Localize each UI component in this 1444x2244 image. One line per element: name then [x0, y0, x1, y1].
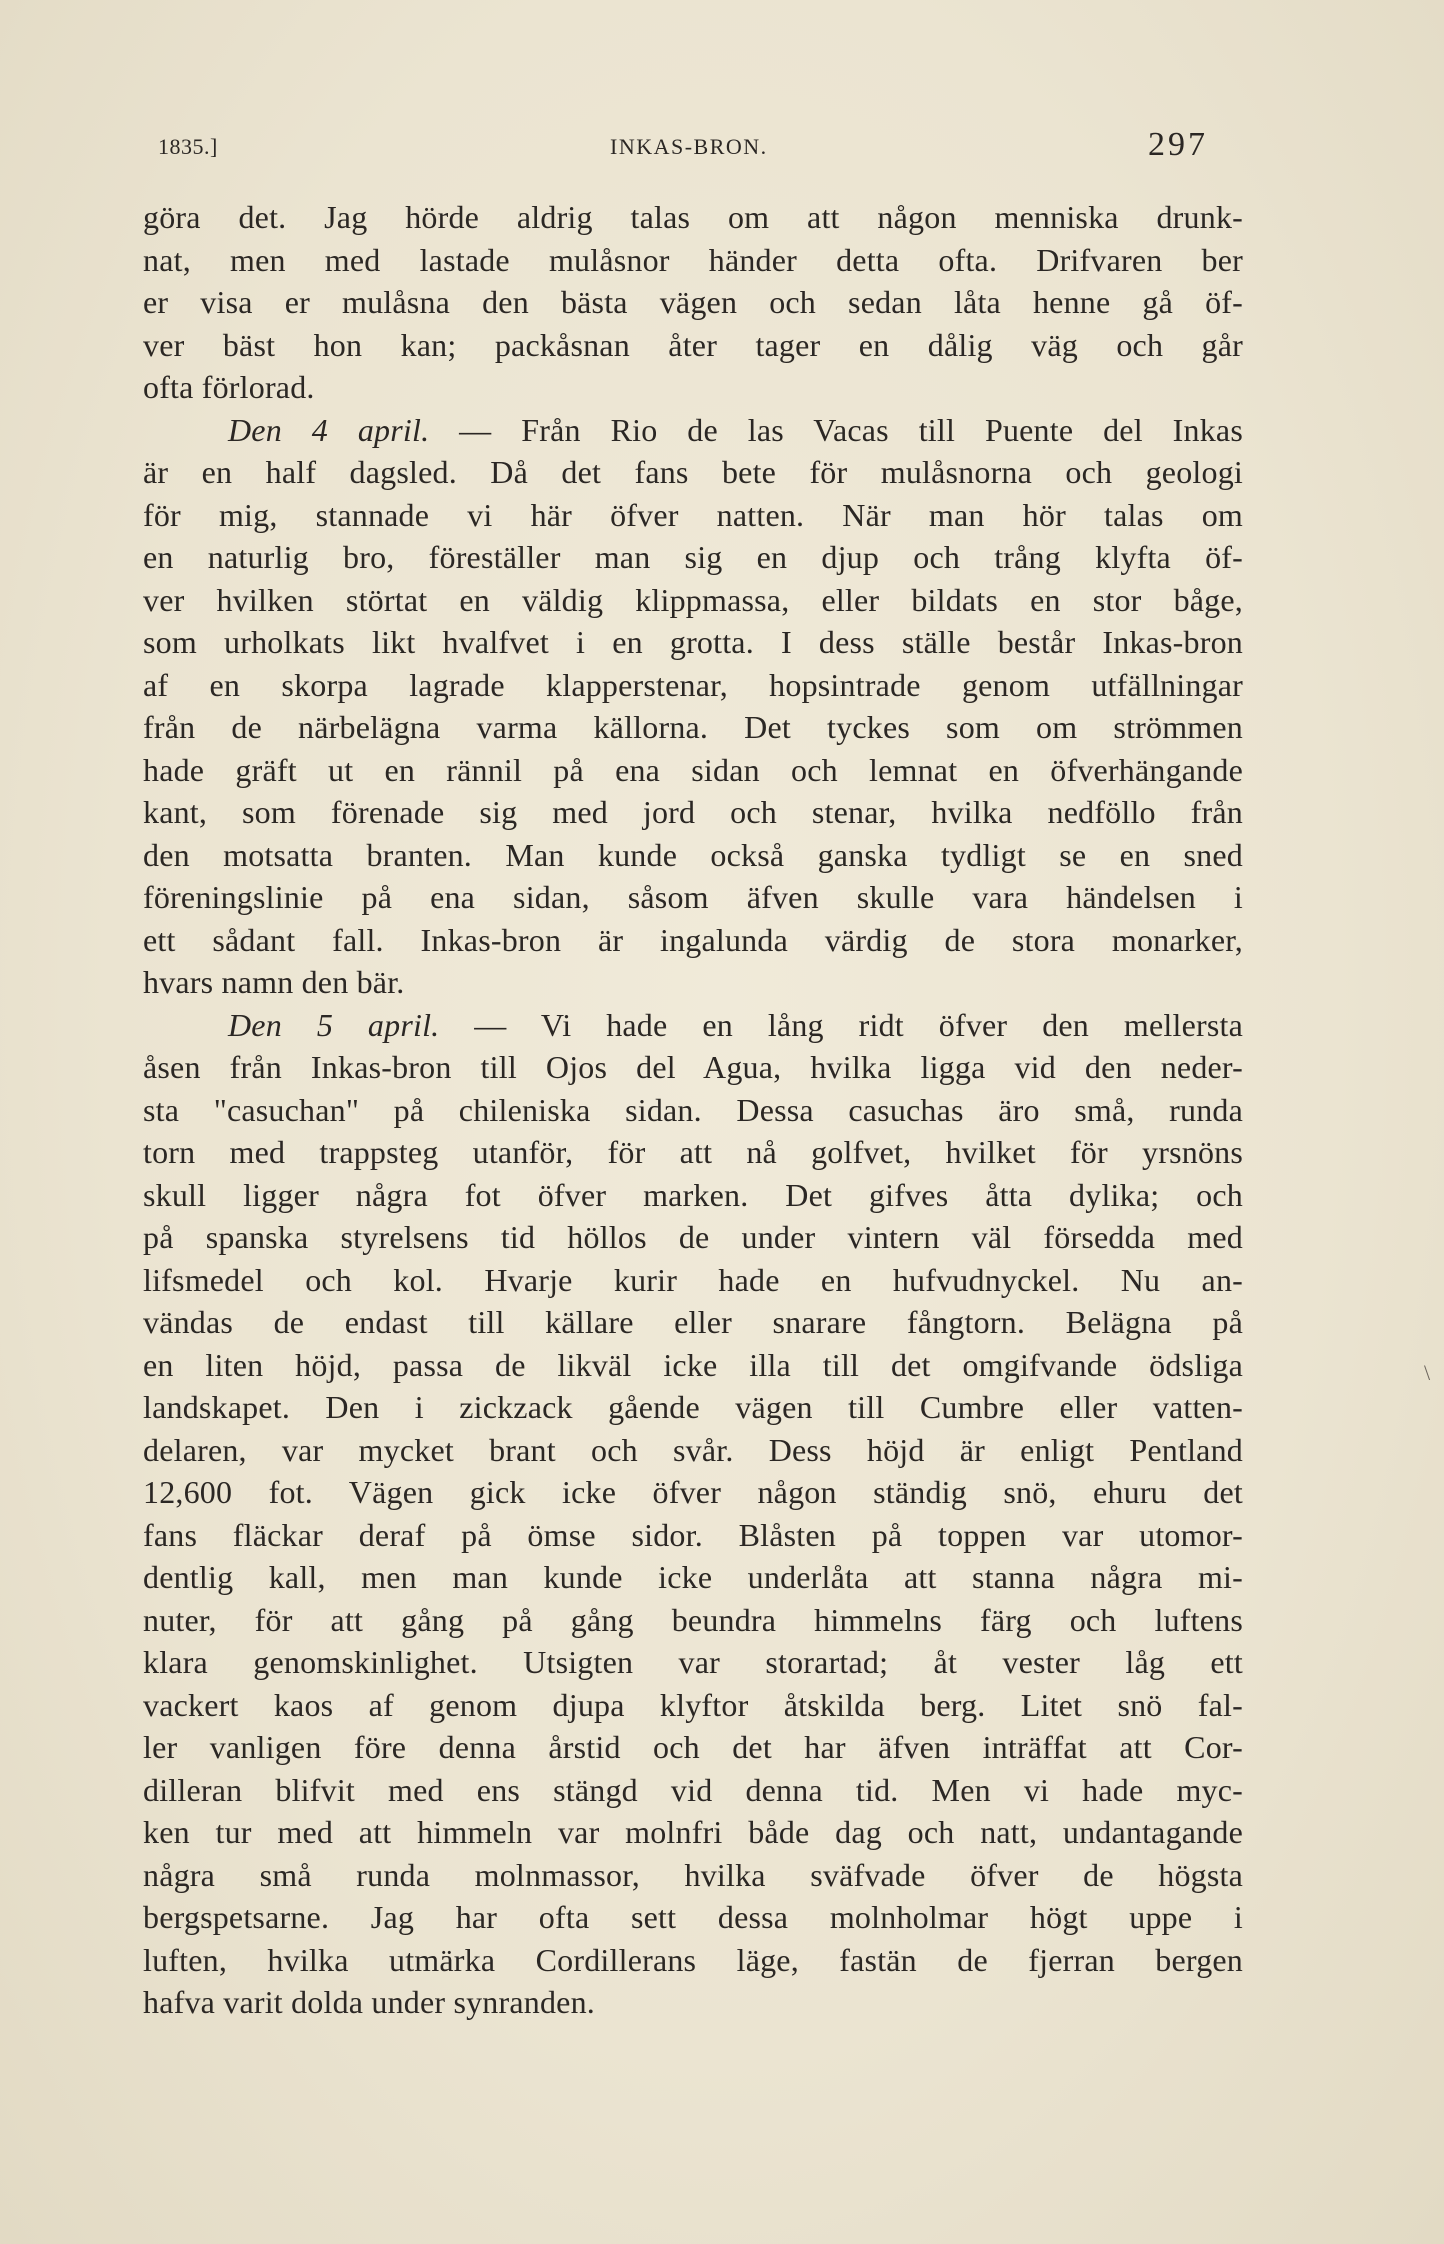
text-line: [143, 239, 1243, 282]
line-text: landskapet. Den i zickzack gående vägen till Cumbre eller vatten-: [143, 1389, 1243, 1425]
text-line: [143, 791, 1243, 834]
text-line: [143, 1641, 1243, 1684]
text-line: [143, 749, 1243, 792]
line-text: hade gräft ut en rännil på ena sidan och lemnat en öfverhängande: [143, 751, 1243, 788]
text-line: [143, 664, 1243, 707]
line-text: delaren, var mycket brant och svår. Dess höjd är enligt Pentland: [143, 1431, 1243, 1468]
line-text: som urholkats likt hvalfvet i en grotta. I dess ställe består Inkas-bron: [143, 624, 1243, 660]
line-text: luften, hvilka utmärka Cordillerans läge, fastän de fjerran bergen: [143, 1941, 1243, 1978]
text-line: [143, 409, 1243, 452]
text-line: [143, 834, 1243, 877]
line-text: fans fläckar deraf på ömse sidor. Blåsten på toppen var utomor-: [143, 1516, 1243, 1553]
line-text: nuter, för att gång på gång beundra himmelns färg och luftens: [143, 1601, 1243, 1638]
running-header: [158, 126, 1208, 170]
line-text: hafva varit dolda under synranden.: [143, 1984, 595, 2020]
line-text: ver hvilken störtat en väldig klippmassa, eller bildats en stor båge,: [143, 581, 1243, 618]
text-line: [143, 1131, 1243, 1174]
line-text: vändas de endast till källare eller snarare fångtorn. Belägna på: [143, 1304, 1243, 1340]
line-text: en liten höjd, passa de likväl icke illa till det omgifvande ödsliga: [143, 1346, 1243, 1383]
text-line: [143, 1769, 1243, 1812]
text-line: [143, 1216, 1243, 1259]
text-line: [143, 1089, 1243, 1132]
text-line: [143, 1514, 1243, 1557]
line-text: den motsatta branten. Man kunde också ganska tydligt se en sned: [143, 836, 1243, 873]
line-text: ver bäst hon kan; packåsnan åter tager en dålig väg och går: [143, 326, 1243, 363]
date-heading: Den 5 april.: [228, 1006, 440, 1043]
text-line: [143, 621, 1243, 664]
text-line: [143, 1429, 1243, 1472]
text-line: [143, 324, 1243, 367]
text-line: [143, 579, 1243, 622]
line-text: åsen från Inkas-bron till Ojos del Agua, hvilka ligga vid den neder-: [143, 1049, 1243, 1085]
line-text: nat, men med lastade mulåsnor händer detta ofta. Drifvaren ber: [143, 241, 1243, 278]
margin-mark: \: [1424, 1360, 1431, 1385]
text-line: [143, 536, 1243, 579]
text-line: [143, 1726, 1243, 1769]
line-text: sta "casuchan" på chileniska sidan. Dessa casuchas äro små, runda: [143, 1091, 1243, 1128]
line-text: lifsmedel och kol. Hvarje kurir hade en hufvudnyckel. Nu an-: [143, 1261, 1243, 1298]
line-text: — Vi hade en lång ridt öfver den mellersta: [439, 1006, 1243, 1043]
line-text: dilleran blifvit med ens stängd vid denna tid. Men vi hade myc-: [143, 1771, 1243, 1808]
line-text: klara genomskinlighet. Utsigten var storartad; åt vester låg ett: [143, 1644, 1243, 1680]
line-text: föreningslinie på ena sidan, såsom äfven skulle vara händelsen i: [143, 879, 1243, 915]
text-line: [143, 196, 1243, 239]
text-line: [143, 1556, 1243, 1599]
text-line: [143, 1344, 1243, 1387]
date-heading: Den 4 april.: [228, 411, 430, 448]
line-text: er visa er mulåsna den bästa vägen och sedan låta henne gå öf-: [143, 284, 1243, 320]
text-line: [143, 1684, 1243, 1727]
line-text: dentlig kall, men man kunde icke underlåta att stanna några mi-: [143, 1559, 1243, 1595]
text-line: [143, 281, 1243, 324]
line-text: bergspetsarne. Jag har ofta sett dessa molnholmar högt uppe i: [143, 1899, 1243, 1935]
text-line: [143, 1471, 1243, 1514]
line-text: torn med trappsteg utanför, för att nå golfvet, hvilket för yrsnöns: [143, 1134, 1243, 1170]
header-year: 1835.]: [158, 134, 218, 159]
text-line: [143, 1046, 1243, 1089]
line-text: — Från Rio de las Vacas till Puente del Inkas: [429, 411, 1243, 448]
text-line: [143, 1854, 1243, 1897]
line-text: skull ligger några fot öfver marken. Det gifves åtta dylika; och: [143, 1176, 1243, 1213]
text-line: [143, 1981, 1243, 2024]
text-line: [143, 1896, 1243, 1939]
header-title: INKAS-BRON.: [610, 134, 768, 159]
text-line: [143, 451, 1243, 494]
line-text: ofta förlorad.: [143, 369, 315, 405]
text-line: [143, 366, 1243, 409]
text-line: [143, 706, 1243, 749]
line-text: kant, som förenade sig med jord och stenar, hvilka nedföllo från: [143, 794, 1243, 830]
text-line: [143, 961, 1243, 1004]
text-line: [143, 1259, 1243, 1302]
text-line: [143, 1939, 1243, 1982]
text-line: [143, 1386, 1243, 1429]
text-line: [143, 1811, 1243, 1854]
text-line: [143, 919, 1243, 962]
line-text: göra det. Jag hörde aldrig talas om att någon menniska drunk-: [143, 199, 1243, 235]
text-line: [143, 1174, 1243, 1217]
line-text: ett sådant fall. Inkas-bron är ingalunda värdig de stora monarker,: [143, 921, 1243, 958]
line-text: en naturlig bro, föreställer man sig en djup och trång klyfta öf-: [143, 539, 1243, 575]
line-text: på spanska styrelsens tid höllos de under vintern väl försedda med: [143, 1219, 1243, 1255]
line-text: hvars namn den bär.: [143, 964, 405, 1000]
text-line: [143, 876, 1243, 919]
line-text: af en skorpa lagrade klapperstenar, hopsintrade genom utfällningar: [143, 666, 1243, 703]
line-text: från de närbelägna varma källorna. Det tyckes som om strömmen: [143, 709, 1243, 745]
line-text: några små runda molnmassor, hvilka sväfvade öfver de högsta: [143, 1856, 1243, 1893]
text-line: [143, 1599, 1243, 1642]
text-line: [143, 1301, 1243, 1344]
line-text: för mig, stannade vi här öfver natten. När man hör talas om: [143, 496, 1243, 533]
line-text: ken tur med att himmeln var molnfri både dag och natt, undantagande: [143, 1814, 1243, 1850]
page-number: 297: [1148, 126, 1208, 163]
text-line: [143, 1004, 1243, 1047]
line-text: vackert kaos af genom djupa klyftor åtskilda berg. Litet snö fal-: [143, 1686, 1243, 1723]
text-line: [143, 494, 1243, 537]
line-text: 12,600 fot. Vägen gick icke öfver någon ständig snö, ehuru det: [143, 1474, 1243, 1510]
body-text: [143, 196, 1243, 2024]
line-text: ler vanligen före denna årstid och det har äfven inträffat att Cor-: [143, 1729, 1243, 1765]
line-text: är en half dagsled. Då det fans bete för mulåsnorna och geologi: [143, 454, 1243, 490]
